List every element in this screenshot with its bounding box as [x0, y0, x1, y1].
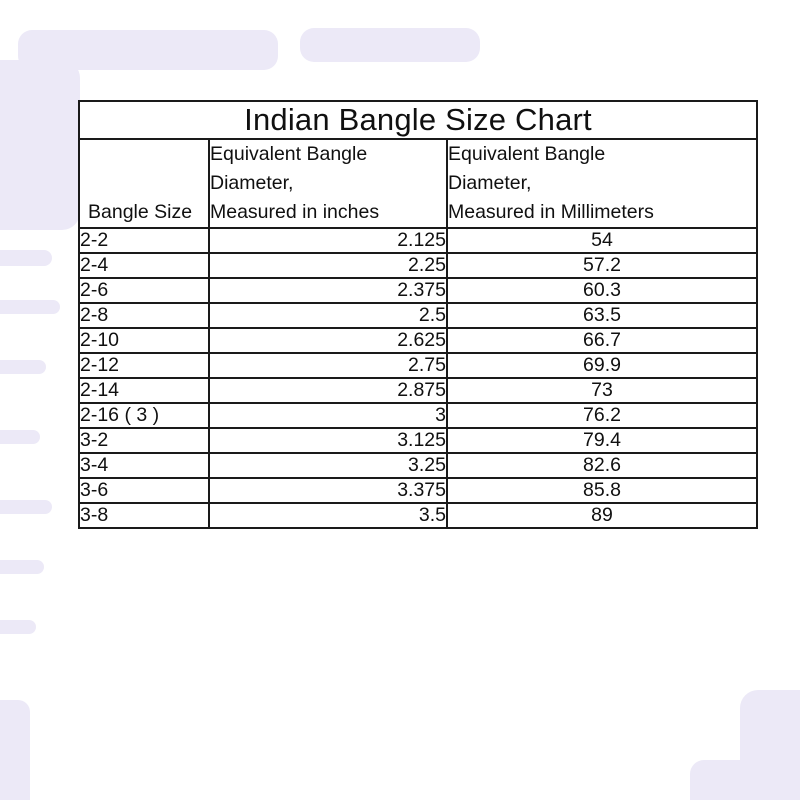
cell-inches: 3 — [209, 403, 447, 428]
cell-inches: 3.125 — [209, 428, 447, 453]
table-row — [79, 353, 757, 378]
decor-shape-c — [0, 60, 80, 230]
cell-bangle-size: 3-8 — [79, 503, 209, 528]
decor-shape-f — [0, 360, 46, 374]
table-row — [79, 378, 757, 403]
decor-shape-a — [18, 30, 278, 70]
table-row — [79, 403, 757, 428]
column-header-bangle-size — [79, 139, 209, 228]
column-header-millimeters — [447, 139, 757, 228]
cell-millimeters: 79.4 — [447, 428, 757, 453]
cell-millimeters: 73 — [447, 378, 757, 403]
cell-millimeters: 69.9 — [447, 353, 757, 378]
cell-bangle-size: 3-2 — [79, 428, 209, 453]
cell-bangle-size: 2-2 — [79, 228, 209, 253]
table-row — [79, 328, 757, 353]
cell-inches: 2.125 — [209, 228, 447, 253]
cell-inches: 3.5 — [209, 503, 447, 528]
page-title: Indian Bangle Size Chart — [79, 101, 757, 139]
decor-shape-m — [0, 700, 30, 800]
cell-bangle-size: 3-6 — [79, 478, 209, 503]
cell-millimeters: 76.2 — [447, 403, 757, 428]
decor-shape-k — [740, 690, 800, 800]
table-row — [79, 303, 757, 328]
header-line: Measured in Millimeters — [448, 200, 654, 223]
decor-shape-i — [0, 560, 44, 574]
cell-bangle-size: 2-8 — [79, 303, 209, 328]
cell-millimeters: 54 — [447, 228, 757, 253]
cell-millimeters: 60.3 — [447, 278, 757, 303]
table-row — [79, 253, 757, 278]
cell-inches: 2.625 — [209, 328, 447, 353]
decor-shape-h — [0, 500, 52, 514]
title-row — [79, 101, 757, 139]
cell-inches: 2.25 — [209, 253, 447, 278]
bangle-size-table — [78, 100, 758, 529]
decor-shape-b — [300, 28, 480, 62]
cell-millimeters: 57.2 — [447, 253, 757, 278]
table-body — [79, 101, 757, 528]
header-line: Diameter, — [210, 171, 294, 194]
decor-shape-g — [0, 430, 40, 444]
cell-bangle-size: 2-6 — [79, 278, 209, 303]
header-line: Equivalent Bangle — [210, 143, 368, 165]
cell-bangle-size: 3-4 — [79, 453, 209, 478]
cell-inches: 2.875 — [209, 378, 447, 403]
cell-bangle-size: 2-14 — [79, 378, 209, 403]
cell-millimeters: 89 — [447, 503, 757, 528]
header-line: Bangle Size — [88, 200, 193, 223]
header-row — [79, 139, 757, 228]
cell-bangle-size: 2-4 — [79, 253, 209, 278]
table-row — [79, 478, 757, 503]
cell-bangle-size: 2-10 — [79, 328, 209, 353]
header-line: Measured in inches — [210, 200, 380, 223]
cell-inches: 2.5 — [209, 303, 447, 328]
size-chart-container — [78, 100, 756, 529]
cell-inches: 2.75 — [209, 353, 447, 378]
decor-shape-top — [0, 0, 800, 58]
decor-shape-l — [690, 760, 800, 800]
decor-shape-d — [0, 250, 52, 266]
header-line: Equivalent Bangle — [448, 143, 606, 165]
table-row — [79, 453, 757, 478]
cell-bangle-size: 2-12 — [79, 353, 209, 378]
cell-millimeters: 85.8 — [447, 478, 757, 503]
cell-inches: 3.25 — [209, 453, 447, 478]
decor-shape-j — [0, 620, 36, 634]
cell-inches: 3.375 — [209, 478, 447, 503]
table-row — [79, 278, 757, 303]
column-header-inches — [209, 139, 447, 228]
table-row — [79, 228, 757, 253]
cell-millimeters: 82.6 — [447, 453, 757, 478]
cell-inches: 2.375 — [209, 278, 447, 303]
header-line: Diameter, — [448, 171, 532, 194]
decor-shape-e — [0, 300, 60, 314]
table-row — [79, 503, 757, 528]
table-row — [79, 428, 757, 453]
cell-millimeters: 63.5 — [447, 303, 757, 328]
cell-bangle-size: 2-16 ( 3 ) — [79, 403, 209, 428]
cell-millimeters: 66.7 — [447, 328, 757, 353]
